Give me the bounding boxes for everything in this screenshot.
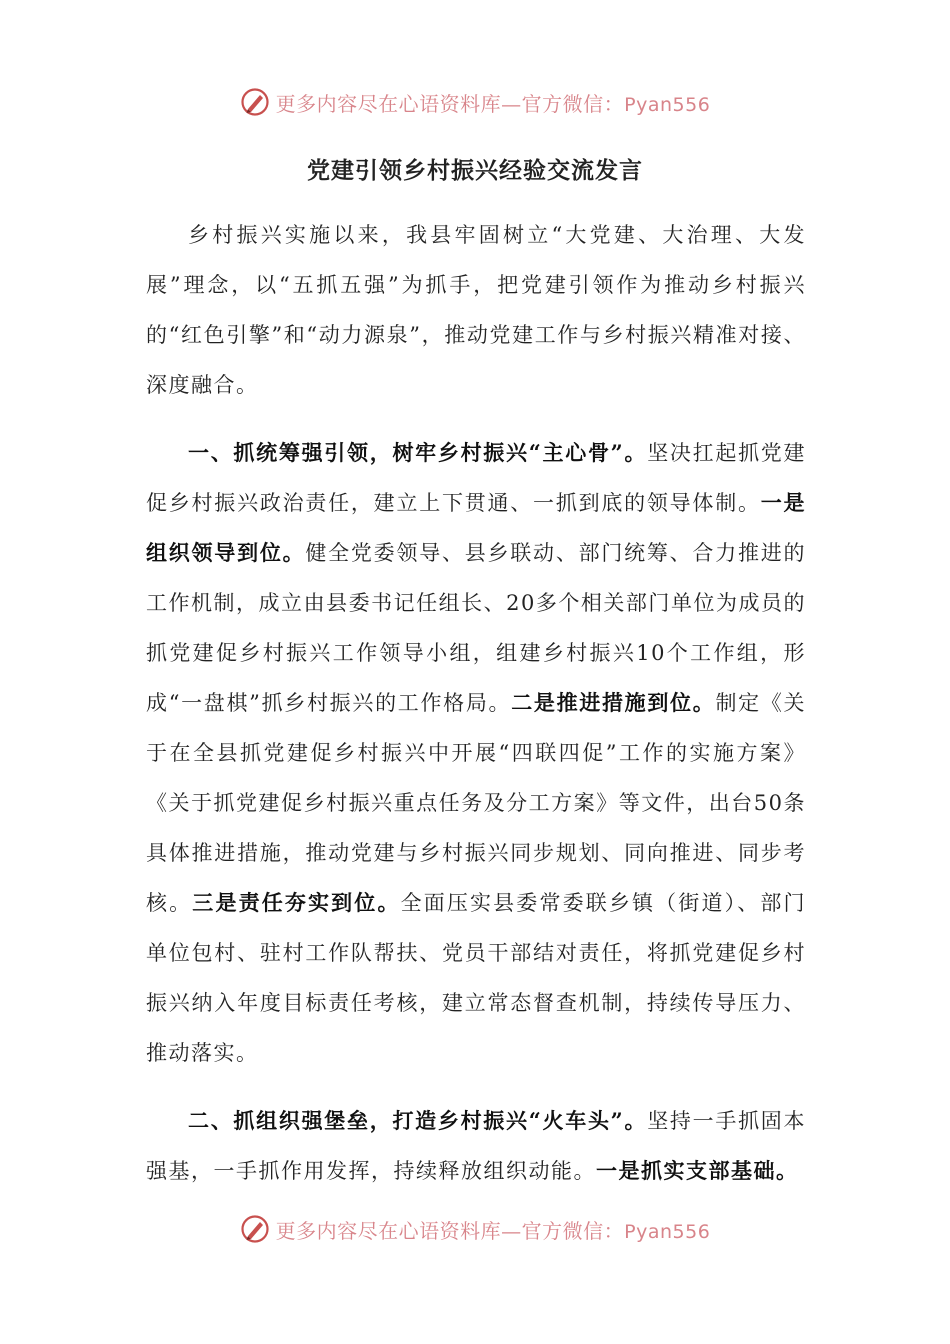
paragraph-text: 健全党委领导、县乡联动、部门统筹、合力推进的工作机制，成立由县委书记任组长、20多个相关部门单位为成员的抓党建促乡村振兴工作领导小组，组建乡村振兴10个工作组，形成“一盘棋”抓乡村振兴的工作格局。	[146, 541, 806, 715]
pen-circle-logo-icon	[240, 87, 270, 117]
top-banner	[0, 82, 950, 122]
paragraph-text: 坚决扛起抓党建促乡村振兴政治责任，建立上下贯通、一抓到底的领导体制。	[146, 441, 806, 515]
bold-heading-text: 一是抓实支部基础。	[596, 1158, 799, 1183]
paragraph	[146, 1096, 806, 1196]
paragraph-text: 全面压实县委常委联乡镇（街道）、部门单位包村、驻村工作队帮扶、党员干部结对责任，将抓党建促乡村振兴纳入年度目标责任考核，建立常态督查机制，持续传导压力、推动落实。	[146, 891, 807, 1065]
bold-heading-text: 一是组织领导到位。	[146, 490, 807, 565]
paragraph	[146, 428, 806, 1078]
bold-heading-text: 二、抓组织强堡垒，打造乡村振兴“火车头”。	[188, 1108, 648, 1133]
paragraph-text: 乡村振兴实施以来，我县牢固树立“大党建、大治理、大发展”理念，以“五抓五强”为抓手，把党建引领作为推动乡村振兴的“红色引擎”和“动力源泉”，推动党建工作与乡村振兴精准对接、深度融合。	[146, 223, 806, 397]
paragraph-text: 坚持一手抓固本强基，一手抓作用发挥，持续释放组织动能。	[146, 1109, 806, 1183]
banner-text: 更多内容尽在心语资料库—官方微信：Pyan556	[275, 91, 711, 116]
document-title: 党建引领乡村振兴经验交流发言	[307, 157, 643, 184]
document-body	[146, 210, 806, 1196]
bold-heading-text: 一、抓统筹强引领，树牢乡村振兴“主心骨”。	[188, 440, 648, 465]
banner-text: 更多内容尽在心语资料库—官方微信：Pyan556	[275, 1218, 711, 1243]
bottom-banner	[0, 1209, 950, 1249]
banner-wechat-id: Pyan556	[624, 93, 711, 116]
banner-wechat-id: Pyan556	[624, 1220, 711, 1243]
paragraph-text: 制定《关于在全县抓党建促乡村振兴中开展“四联四促”工作的实施方案》《关于抓党建促乡村振兴重点任务及分工方案》等文件，出台50条具体推进措施，推动党建与乡村振兴同步规划、同向推进、同步考核。	[146, 691, 807, 915]
pen-circle-logo-icon	[240, 1214, 270, 1244]
paragraph	[146, 210, 806, 410]
bold-heading-text: 二是推进措施到位。	[511, 690, 716, 715]
bold-heading-text: 三是责任夯实到位。	[192, 890, 401, 915]
